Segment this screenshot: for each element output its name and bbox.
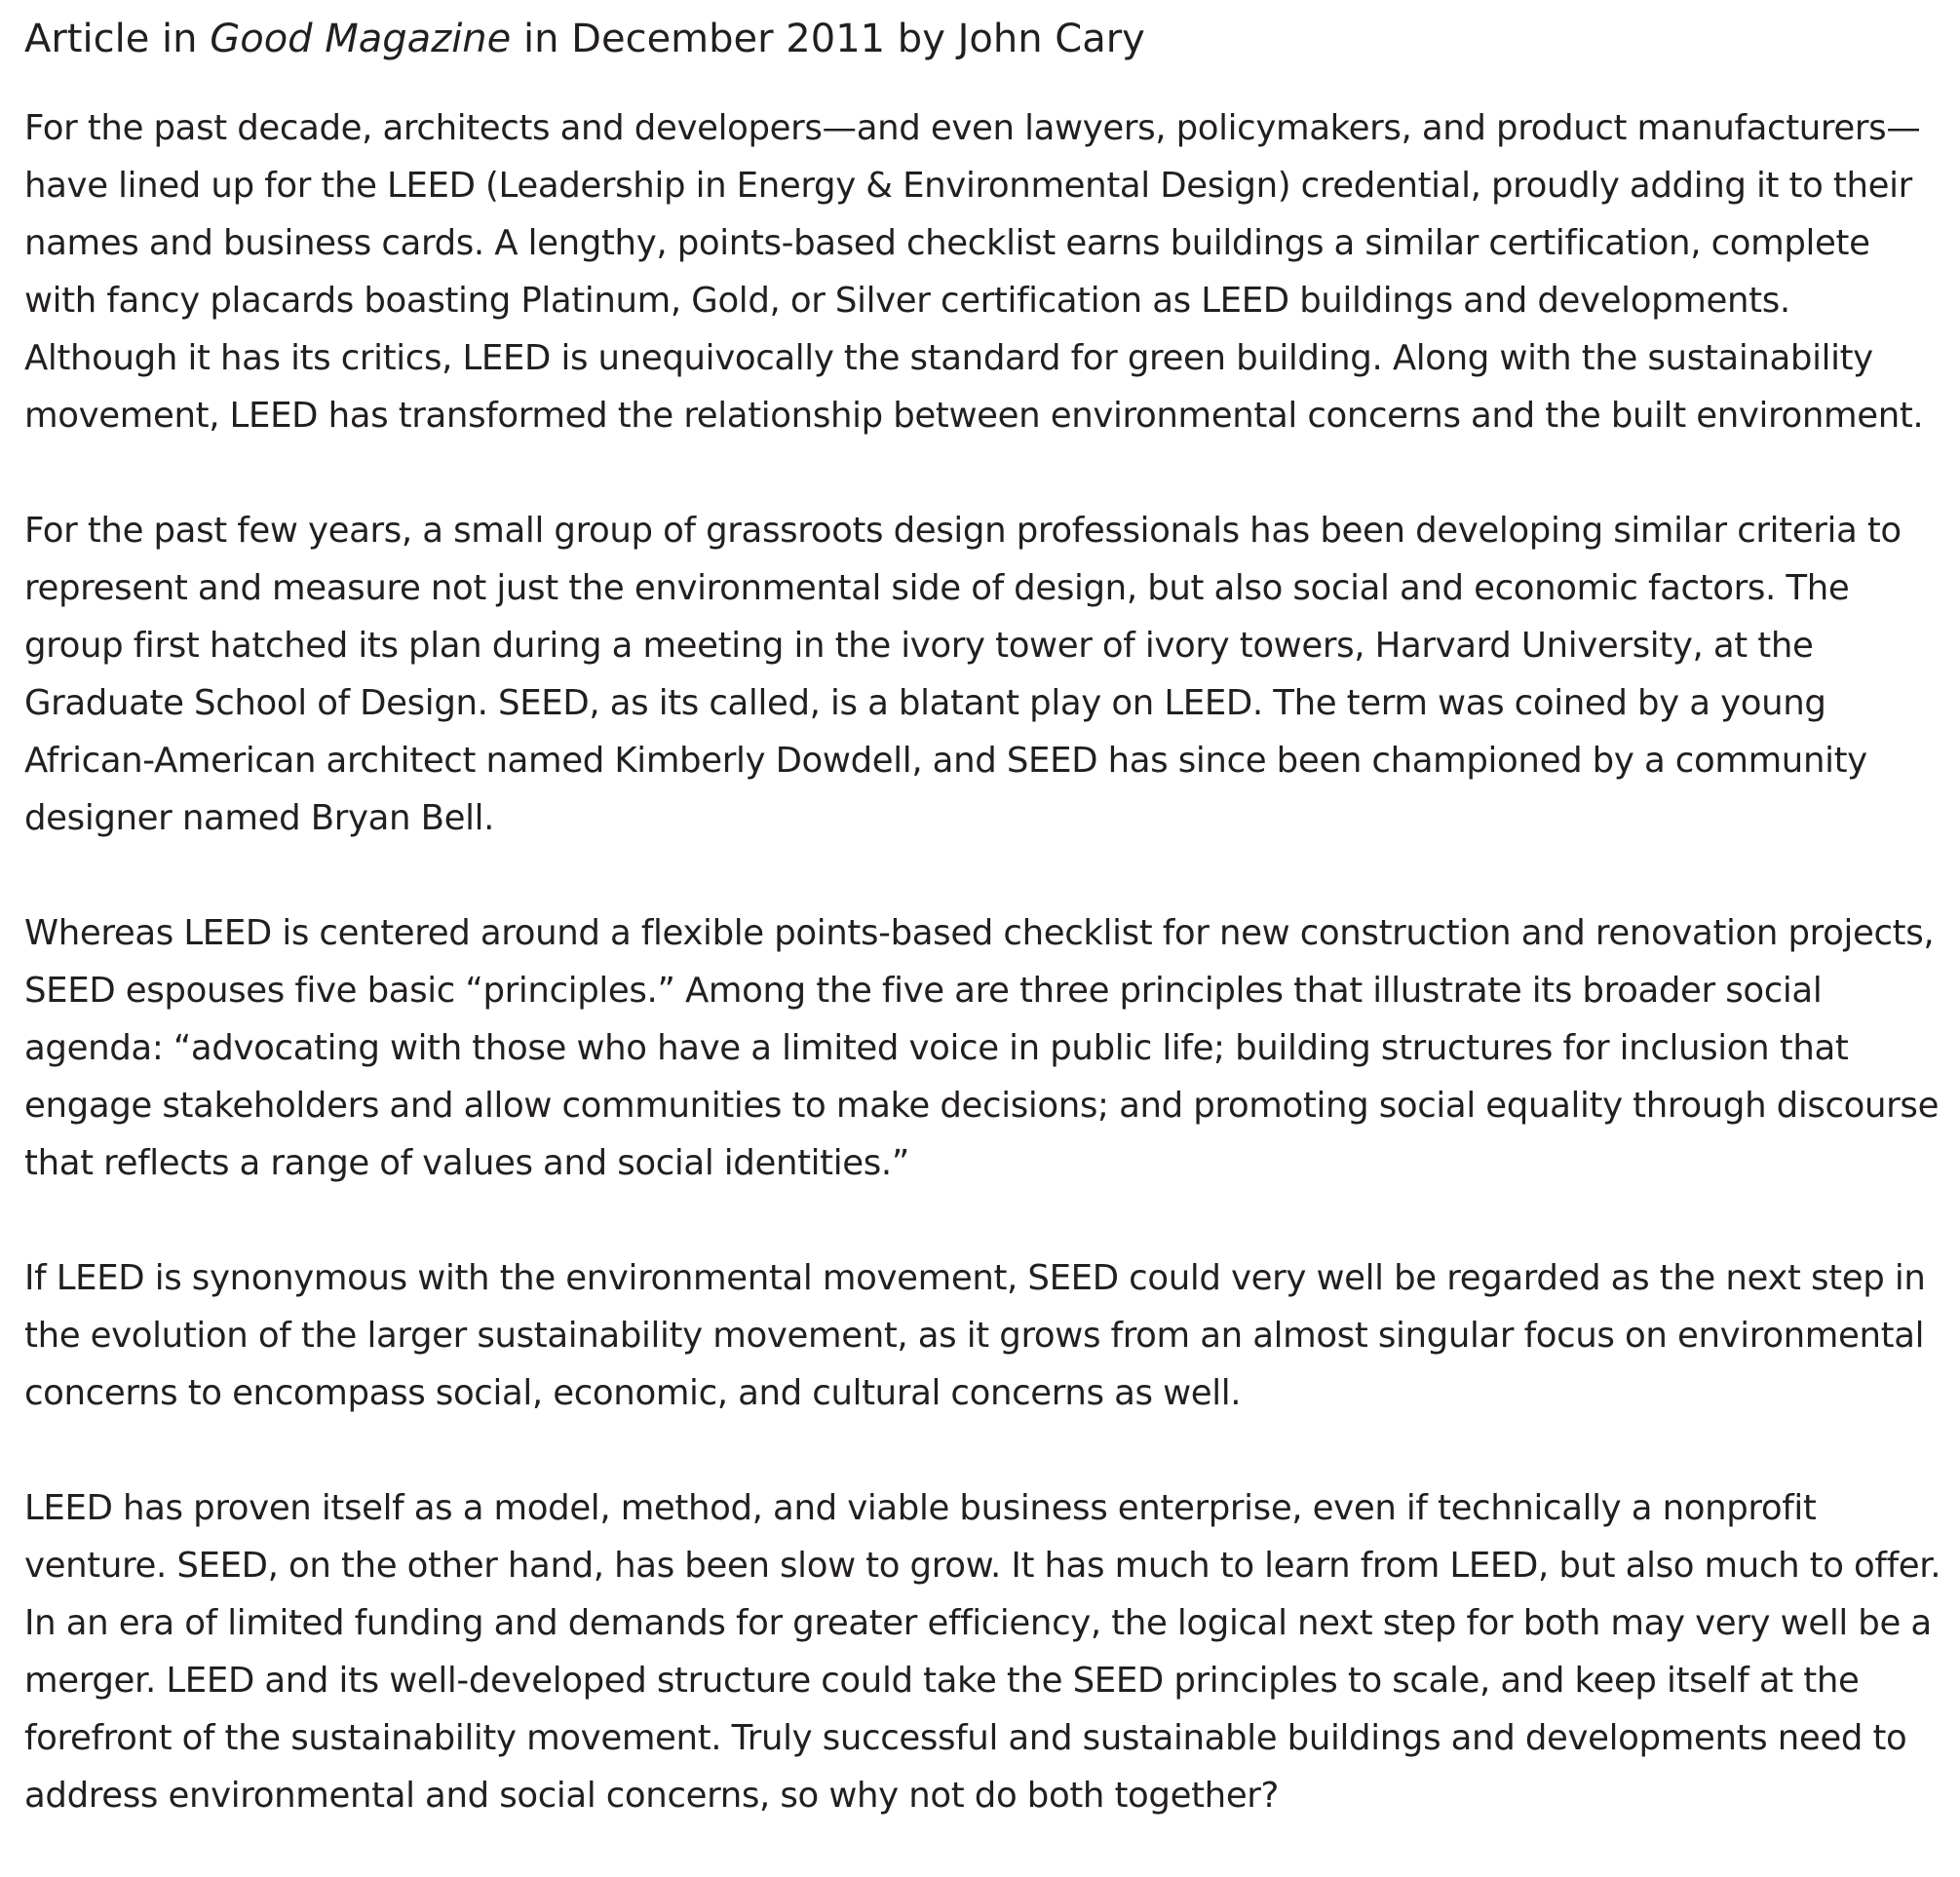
publication-name: Good Magazine	[210, 17, 512, 61]
heading-prefix: Article in	[24, 17, 211, 61]
article-heading	[24, 12, 1949, 66]
paragraph-merger-proposal: LEED has proven itself as a model, method, and viable business enterprise, even if technically a nonprofit venture. SEED, on the other hand, has been slow to grow. It has much to learn from LEED, but also much to offer. In an era of limited funding and demands for greater efficiency, the logical next step for both may very well be a merger. LEED and its well-developed structure could take the SEED principles to scale, and keep itself at the forefront of the sustainability movement. Truly successful and sustainable buildings and developments need to address environmental and social concerns, so why not do both together?	[24, 1488, 1941, 1816]
paragraph-seed-origin: For the past few years, a small group of grassroots design professionals has been developing similar criteria to represent and measure not just the environmental side of design, but also social and economic factors. The group first hatched its plan during a meeting in the ivory tower of ivory towers, Harvard University, at the Graduate School of Design. SEED, as its called, is a blatant play on LEED. The term was coined by a young African-American architect named Kimberly Dowdell, and SEED has since been championed by a community designer named Bryan Bell.	[24, 511, 1902, 838]
heading-suffix: in December 2011 by John Cary	[511, 17, 1145, 61]
article-page	[24, 12, 1949, 1824]
paragraph-leed-intro: For the past decade, architects and developers—and even lawyers, policymakers, and product manufacturers—have lined up for the LEED (Leadership in Energy & Environmental Design) credential, proudly adding it to their names and business cards. A lengthy, points-based checklist earns buildings a similar certification, complete with fancy placards boasting Platinum, Gold, or Silver certification as LEED buildings and developments. Although it has its critics, LEED is unequivocally the standard for green building. Along with the sustainability movement, LEED has transformed the relationship between environmental concerns and the built environment.	[24, 108, 1924, 436]
paragraph-seed-principles: Whereas LEED is centered around a flexible points-based checklist for new construction and renovation projects, SEED espouses five basic “principles.” Among the five are three principles that illustrate its broader social agenda: “advocating with those who have a limited voice in public life; building structures for inclusion that engage stakeholders and allow communities to make decisions; and promoting social equality through discourse that reflects a range of values and social identities.”	[24, 913, 1940, 1183]
paragraph-sustainability-evolution: If LEED is synonymous with the environmental movement, SEED could very well be regarded as the next step in the evolution of the larger sustainability movement, as it grows from an almost singular focus on environmental concerns to encompass social, economic, and cultural concerns as well.	[24, 1258, 1926, 1413]
